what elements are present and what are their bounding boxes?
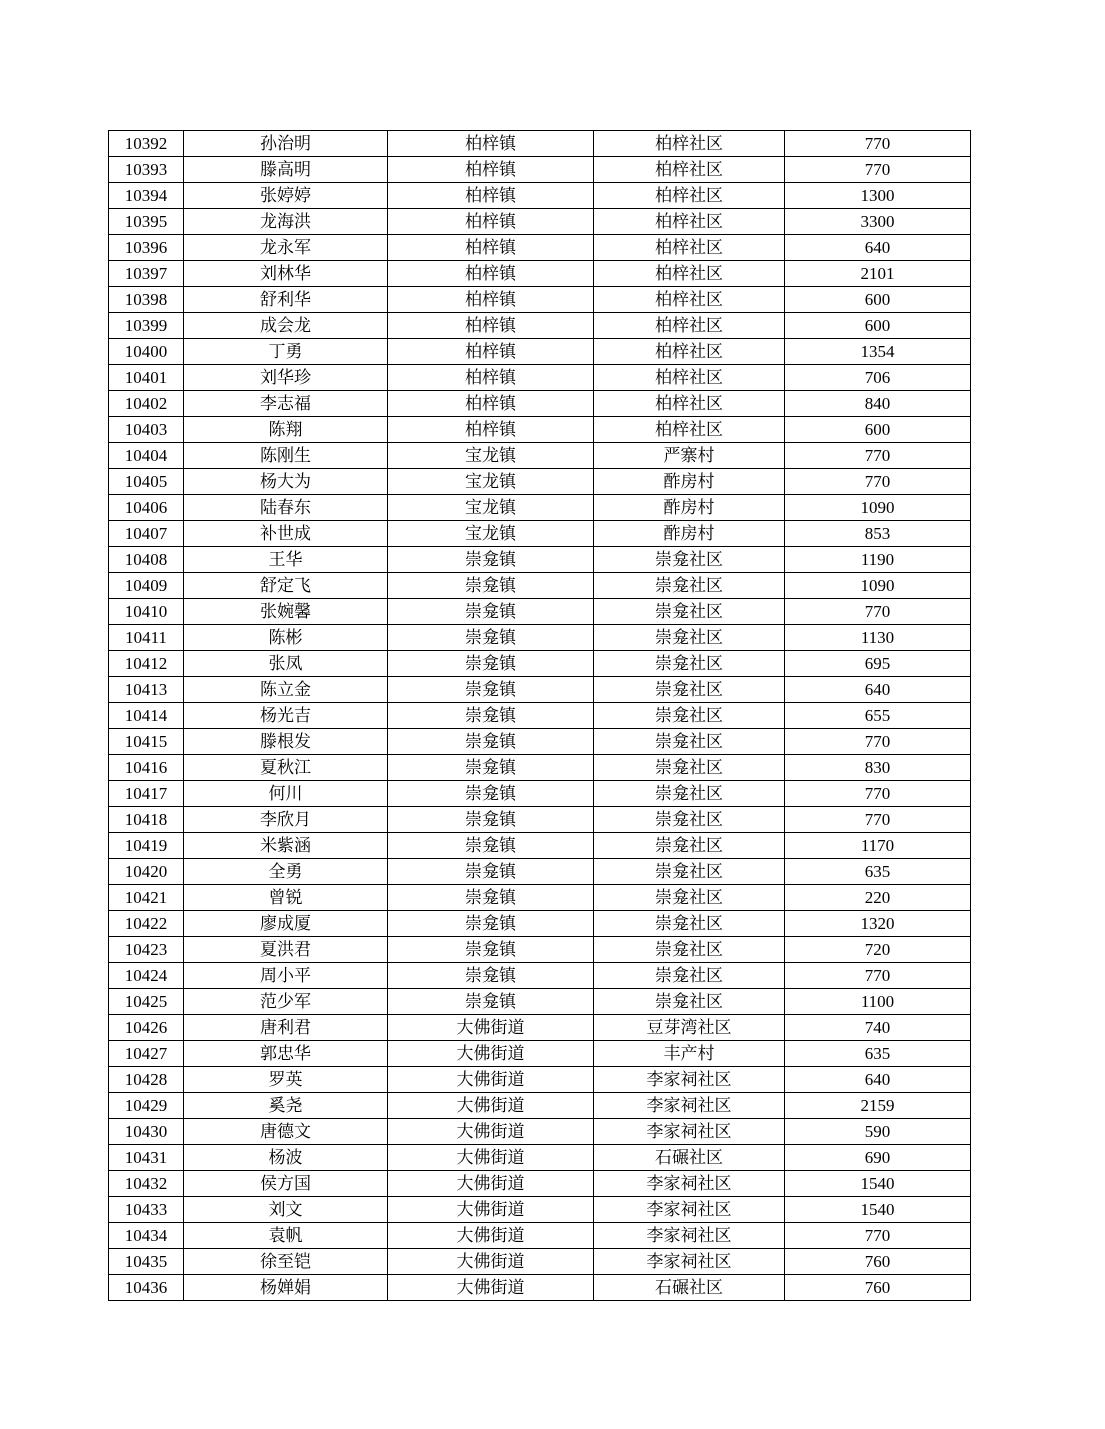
cell-amount: 1540 xyxy=(785,1171,971,1197)
cell-id: 10434 xyxy=(109,1223,184,1249)
cell-town: 大佛街道 xyxy=(388,1145,594,1171)
table-row xyxy=(109,781,971,807)
cell-name: 孙治明 xyxy=(184,131,388,157)
cell-town: 柏梓镇 xyxy=(388,235,594,261)
cell-amount: 695 xyxy=(785,651,971,677)
table-row xyxy=(109,1223,971,1249)
cell-village: 崇龛社区 xyxy=(594,599,785,625)
cell-town: 崇龛镇 xyxy=(388,651,594,677)
cell-id: 10413 xyxy=(109,677,184,703)
cell-id: 10412 xyxy=(109,651,184,677)
cell-amount: 840 xyxy=(785,391,971,417)
cell-town: 崇龛镇 xyxy=(388,781,594,807)
cell-name: 滕高明 xyxy=(184,157,388,183)
table-row xyxy=(109,469,971,495)
cell-amount: 1300 xyxy=(785,183,971,209)
cell-id: 10406 xyxy=(109,495,184,521)
cell-id: 10403 xyxy=(109,417,184,443)
cell-village: 豆芽湾社区 xyxy=(594,1015,785,1041)
cell-amount: 1540 xyxy=(785,1197,971,1223)
cell-town: 宝龙镇 xyxy=(388,469,594,495)
cell-name: 龙海洪 xyxy=(184,209,388,235)
cell-id: 10418 xyxy=(109,807,184,833)
cell-id: 10411 xyxy=(109,625,184,651)
cell-name: 补世成 xyxy=(184,521,388,547)
cell-name: 舒定飞 xyxy=(184,573,388,599)
cell-town: 崇龛镇 xyxy=(388,703,594,729)
cell-amount: 760 xyxy=(785,1249,971,1275)
cell-id: 10435 xyxy=(109,1249,184,1275)
cell-name: 夏洪君 xyxy=(184,937,388,963)
cell-id: 10421 xyxy=(109,885,184,911)
cell-town: 崇龛镇 xyxy=(388,911,594,937)
table-row xyxy=(109,911,971,937)
cell-village: 崇龛社区 xyxy=(594,755,785,781)
table-row xyxy=(109,235,971,261)
cell-town: 崇龛镇 xyxy=(388,625,594,651)
cell-id: 10432 xyxy=(109,1171,184,1197)
table-row xyxy=(109,1275,971,1301)
cell-name: 陆春东 xyxy=(184,495,388,521)
cell-town: 柏梓镇 xyxy=(388,183,594,209)
table-row xyxy=(109,495,971,521)
cell-name: 杨大为 xyxy=(184,469,388,495)
cell-name: 张婉馨 xyxy=(184,599,388,625)
cell-id: 10410 xyxy=(109,599,184,625)
cell-amount: 1100 xyxy=(785,989,971,1015)
cell-id: 10417 xyxy=(109,781,184,807)
beneficiary-table xyxy=(108,130,971,1301)
cell-name: 刘林华 xyxy=(184,261,388,287)
cell-name: 张凤 xyxy=(184,651,388,677)
table-row xyxy=(109,1249,971,1275)
cell-name: 张婷婷 xyxy=(184,183,388,209)
cell-village: 柏梓社区 xyxy=(594,235,785,261)
cell-village: 崇龛社区 xyxy=(594,573,785,599)
cell-id: 10404 xyxy=(109,443,184,469)
table-row xyxy=(109,703,971,729)
cell-id: 10399 xyxy=(109,313,184,339)
cell-town: 柏梓镇 xyxy=(388,261,594,287)
cell-id: 10414 xyxy=(109,703,184,729)
cell-id: 10415 xyxy=(109,729,184,755)
table-row xyxy=(109,1145,971,1171)
table-row xyxy=(109,755,971,781)
cell-village: 柏梓社区 xyxy=(594,261,785,287)
cell-village: 柏梓社区 xyxy=(594,339,785,365)
cell-amount: 640 xyxy=(785,677,971,703)
cell-id: 10398 xyxy=(109,287,184,313)
cell-name: 刘华珍 xyxy=(184,365,388,391)
cell-name: 滕根发 xyxy=(184,729,388,755)
cell-id: 10416 xyxy=(109,755,184,781)
cell-town: 崇龛镇 xyxy=(388,547,594,573)
cell-id: 10425 xyxy=(109,989,184,1015)
table-row xyxy=(109,417,971,443)
cell-amount: 1170 xyxy=(785,833,971,859)
cell-amount: 760 xyxy=(785,1275,971,1301)
cell-id: 10409 xyxy=(109,573,184,599)
cell-town: 柏梓镇 xyxy=(388,157,594,183)
cell-town: 柏梓镇 xyxy=(388,287,594,313)
cell-village: 柏梓社区 xyxy=(594,313,785,339)
cell-village: 石碾社区 xyxy=(594,1275,785,1301)
cell-town: 宝龙镇 xyxy=(388,495,594,521)
cell-amount: 1190 xyxy=(785,547,971,573)
cell-name: 李志福 xyxy=(184,391,388,417)
cell-amount: 770 xyxy=(785,1223,971,1249)
cell-town: 大佛街道 xyxy=(388,1067,594,1093)
cell-village: 柏梓社区 xyxy=(594,183,785,209)
cell-name: 唐利君 xyxy=(184,1015,388,1041)
cell-town: 大佛街道 xyxy=(388,1223,594,1249)
cell-village: 崇龛社区 xyxy=(594,547,785,573)
cell-id: 10433 xyxy=(109,1197,184,1223)
cell-id: 10424 xyxy=(109,963,184,989)
cell-name: 舒利华 xyxy=(184,287,388,313)
cell-id: 10429 xyxy=(109,1093,184,1119)
table-row xyxy=(109,859,971,885)
cell-id: 10419 xyxy=(109,833,184,859)
cell-village: 崇龛社区 xyxy=(594,703,785,729)
cell-amount: 690 xyxy=(785,1145,971,1171)
table-row xyxy=(109,885,971,911)
cell-amount: 1090 xyxy=(785,495,971,521)
cell-name: 龙永军 xyxy=(184,235,388,261)
cell-name: 奚尧 xyxy=(184,1093,388,1119)
table-row xyxy=(109,677,971,703)
table-row xyxy=(109,313,971,339)
cell-town: 柏梓镇 xyxy=(388,391,594,417)
cell-name: 刘文 xyxy=(184,1197,388,1223)
cell-town: 柏梓镇 xyxy=(388,131,594,157)
cell-id: 10402 xyxy=(109,391,184,417)
cell-town: 崇龛镇 xyxy=(388,729,594,755)
cell-village: 崇龛社区 xyxy=(594,651,785,677)
cell-amount: 220 xyxy=(785,885,971,911)
cell-amount: 2101 xyxy=(785,261,971,287)
cell-town: 崇龛镇 xyxy=(388,937,594,963)
cell-village: 崇龛社区 xyxy=(594,781,785,807)
cell-name: 侯方国 xyxy=(184,1171,388,1197)
table-row xyxy=(109,339,971,365)
cell-name: 杨光吉 xyxy=(184,703,388,729)
table-row xyxy=(109,573,971,599)
cell-town: 柏梓镇 xyxy=(388,313,594,339)
cell-town: 大佛街道 xyxy=(388,1093,594,1119)
table-row xyxy=(109,547,971,573)
cell-town: 宝龙镇 xyxy=(388,521,594,547)
cell-amount: 770 xyxy=(785,599,971,625)
table-row xyxy=(109,209,971,235)
cell-village: 丰产村 xyxy=(594,1041,785,1067)
cell-amount: 635 xyxy=(785,859,971,885)
cell-town: 崇龛镇 xyxy=(388,833,594,859)
cell-amount: 770 xyxy=(785,157,971,183)
cell-town: 大佛街道 xyxy=(388,1249,594,1275)
cell-amount: 600 xyxy=(785,313,971,339)
cell-town: 崇龛镇 xyxy=(388,573,594,599)
cell-amount: 2159 xyxy=(785,1093,971,1119)
cell-town: 崇龛镇 xyxy=(388,963,594,989)
cell-town: 崇龛镇 xyxy=(388,859,594,885)
cell-id: 10423 xyxy=(109,937,184,963)
cell-village: 柏梓社区 xyxy=(594,209,785,235)
cell-village: 崇龛社区 xyxy=(594,859,785,885)
cell-name: 唐德文 xyxy=(184,1119,388,1145)
cell-town: 崇龛镇 xyxy=(388,885,594,911)
cell-id: 10428 xyxy=(109,1067,184,1093)
table-row xyxy=(109,651,971,677)
cell-name: 罗英 xyxy=(184,1067,388,1093)
cell-amount: 720 xyxy=(785,937,971,963)
cell-name: 米紫涵 xyxy=(184,833,388,859)
cell-town: 大佛街道 xyxy=(388,1275,594,1301)
cell-village: 石碾社区 xyxy=(594,1145,785,1171)
cell-village: 崇龛社区 xyxy=(594,807,785,833)
cell-amount: 853 xyxy=(785,521,971,547)
cell-name: 陈立金 xyxy=(184,677,388,703)
table-row xyxy=(109,599,971,625)
cell-name: 陈翔 xyxy=(184,417,388,443)
cell-town: 柏梓镇 xyxy=(388,417,594,443)
cell-village: 崇龛社区 xyxy=(594,729,785,755)
cell-name: 杨婵娟 xyxy=(184,1275,388,1301)
cell-town: 大佛街道 xyxy=(388,1041,594,1067)
cell-id: 10426 xyxy=(109,1015,184,1041)
cell-amount: 770 xyxy=(785,729,971,755)
table-row xyxy=(109,625,971,651)
cell-name: 夏秋江 xyxy=(184,755,388,781)
cell-name: 廖成厦 xyxy=(184,911,388,937)
cell-id: 10420 xyxy=(109,859,184,885)
table-row xyxy=(109,833,971,859)
cell-village: 酢房村 xyxy=(594,495,785,521)
cell-name: 曾锐 xyxy=(184,885,388,911)
cell-town: 柏梓镇 xyxy=(388,365,594,391)
table-row xyxy=(109,261,971,287)
cell-town: 大佛街道 xyxy=(388,1197,594,1223)
cell-amount: 635 xyxy=(785,1041,971,1067)
cell-amount: 640 xyxy=(785,235,971,261)
cell-amount: 706 xyxy=(785,365,971,391)
table-row xyxy=(109,157,971,183)
table-row xyxy=(109,521,971,547)
cell-amount: 590 xyxy=(785,1119,971,1145)
table-row xyxy=(109,391,971,417)
cell-amount: 640 xyxy=(785,1067,971,1093)
cell-village: 柏梓社区 xyxy=(594,131,785,157)
table-row xyxy=(109,365,971,391)
cell-amount: 770 xyxy=(785,469,971,495)
cell-name: 陈刚生 xyxy=(184,443,388,469)
table-row xyxy=(109,1119,971,1145)
cell-id: 10408 xyxy=(109,547,184,573)
cell-id: 10397 xyxy=(109,261,184,287)
cell-village: 崇龛社区 xyxy=(594,937,785,963)
cell-name: 王华 xyxy=(184,547,388,573)
cell-name: 成会龙 xyxy=(184,313,388,339)
cell-amount: 740 xyxy=(785,1015,971,1041)
table-row xyxy=(109,287,971,313)
cell-name: 袁帆 xyxy=(184,1223,388,1249)
cell-amount: 600 xyxy=(785,417,971,443)
cell-village: 李家祠社区 xyxy=(594,1223,785,1249)
cell-id: 10396 xyxy=(109,235,184,261)
cell-village: 李家祠社区 xyxy=(594,1119,785,1145)
cell-village: 崇龛社区 xyxy=(594,677,785,703)
cell-village: 柏梓社区 xyxy=(594,365,785,391)
cell-amount: 1130 xyxy=(785,625,971,651)
cell-village: 崇龛社区 xyxy=(594,833,785,859)
table-row xyxy=(109,963,971,989)
table-row xyxy=(109,937,971,963)
table-row xyxy=(109,1171,971,1197)
cell-village: 崇龛社区 xyxy=(594,625,785,651)
cell-id: 10405 xyxy=(109,469,184,495)
cell-village: 柏梓社区 xyxy=(594,417,785,443)
cell-amount: 600 xyxy=(785,287,971,313)
cell-name: 全勇 xyxy=(184,859,388,885)
table-row xyxy=(109,131,971,157)
cell-town: 柏梓镇 xyxy=(388,209,594,235)
cell-id: 10401 xyxy=(109,365,184,391)
cell-amount: 830 xyxy=(785,755,971,781)
table-row xyxy=(109,443,971,469)
cell-town: 崇龛镇 xyxy=(388,807,594,833)
cell-amount: 770 xyxy=(785,443,971,469)
cell-town: 崇龛镇 xyxy=(388,677,594,703)
cell-amount: 1090 xyxy=(785,573,971,599)
cell-id: 10393 xyxy=(109,157,184,183)
cell-name: 郭忠华 xyxy=(184,1041,388,1067)
cell-village: 酢房村 xyxy=(594,469,785,495)
cell-id: 10427 xyxy=(109,1041,184,1067)
cell-village: 柏梓社区 xyxy=(594,391,785,417)
table-row xyxy=(109,729,971,755)
cell-village: 严寨村 xyxy=(594,443,785,469)
cell-town: 大佛街道 xyxy=(388,1015,594,1041)
table-row xyxy=(109,807,971,833)
cell-amount: 770 xyxy=(785,807,971,833)
cell-amount: 770 xyxy=(785,781,971,807)
cell-name: 李欣月 xyxy=(184,807,388,833)
cell-village: 李家祠社区 xyxy=(594,1067,785,1093)
cell-id: 10422 xyxy=(109,911,184,937)
cell-town: 崇龛镇 xyxy=(388,989,594,1015)
cell-amount: 1354 xyxy=(785,339,971,365)
cell-village: 柏梓社区 xyxy=(594,157,785,183)
cell-name: 徐至铠 xyxy=(184,1249,388,1275)
cell-village: 李家祠社区 xyxy=(594,1197,785,1223)
cell-town: 大佛街道 xyxy=(388,1119,594,1145)
cell-town: 宝龙镇 xyxy=(388,443,594,469)
cell-village: 李家祠社区 xyxy=(594,1249,785,1275)
cell-id: 10394 xyxy=(109,183,184,209)
cell-id: 10430 xyxy=(109,1119,184,1145)
cell-town: 崇龛镇 xyxy=(388,599,594,625)
cell-id: 10407 xyxy=(109,521,184,547)
cell-id: 10400 xyxy=(109,339,184,365)
cell-village: 崇龛社区 xyxy=(594,885,785,911)
table-row xyxy=(109,183,971,209)
table-row xyxy=(109,1197,971,1223)
cell-village: 李家祠社区 xyxy=(594,1093,785,1119)
table-row xyxy=(109,1015,971,1041)
cell-village: 崇龛社区 xyxy=(594,989,785,1015)
cell-village: 柏梓社区 xyxy=(594,287,785,313)
cell-id: 10395 xyxy=(109,209,184,235)
cell-village: 酢房村 xyxy=(594,521,785,547)
cell-amount: 770 xyxy=(785,131,971,157)
cell-id: 10392 xyxy=(109,131,184,157)
cell-town: 崇龛镇 xyxy=(388,755,594,781)
cell-amount: 655 xyxy=(785,703,971,729)
cell-id: 10431 xyxy=(109,1145,184,1171)
cell-village: 李家祠社区 xyxy=(594,1171,785,1197)
cell-name: 何川 xyxy=(184,781,388,807)
cell-amount: 1320 xyxy=(785,911,971,937)
cell-village: 崇龛社区 xyxy=(594,911,785,937)
cell-amount: 770 xyxy=(785,963,971,989)
cell-amount: 3300 xyxy=(785,209,971,235)
table-body xyxy=(109,131,971,1301)
cell-town: 柏梓镇 xyxy=(388,339,594,365)
cell-name: 周小平 xyxy=(184,963,388,989)
cell-id: 10436 xyxy=(109,1275,184,1301)
cell-village: 崇龛社区 xyxy=(594,963,785,989)
table-row xyxy=(109,989,971,1015)
cell-town: 大佛街道 xyxy=(388,1171,594,1197)
cell-name: 杨波 xyxy=(184,1145,388,1171)
cell-name: 范少军 xyxy=(184,989,388,1015)
table-row xyxy=(109,1041,971,1067)
table-row xyxy=(109,1093,971,1119)
cell-name: 丁勇 xyxy=(184,339,388,365)
cell-name: 陈彬 xyxy=(184,625,388,651)
table-row xyxy=(109,1067,971,1093)
